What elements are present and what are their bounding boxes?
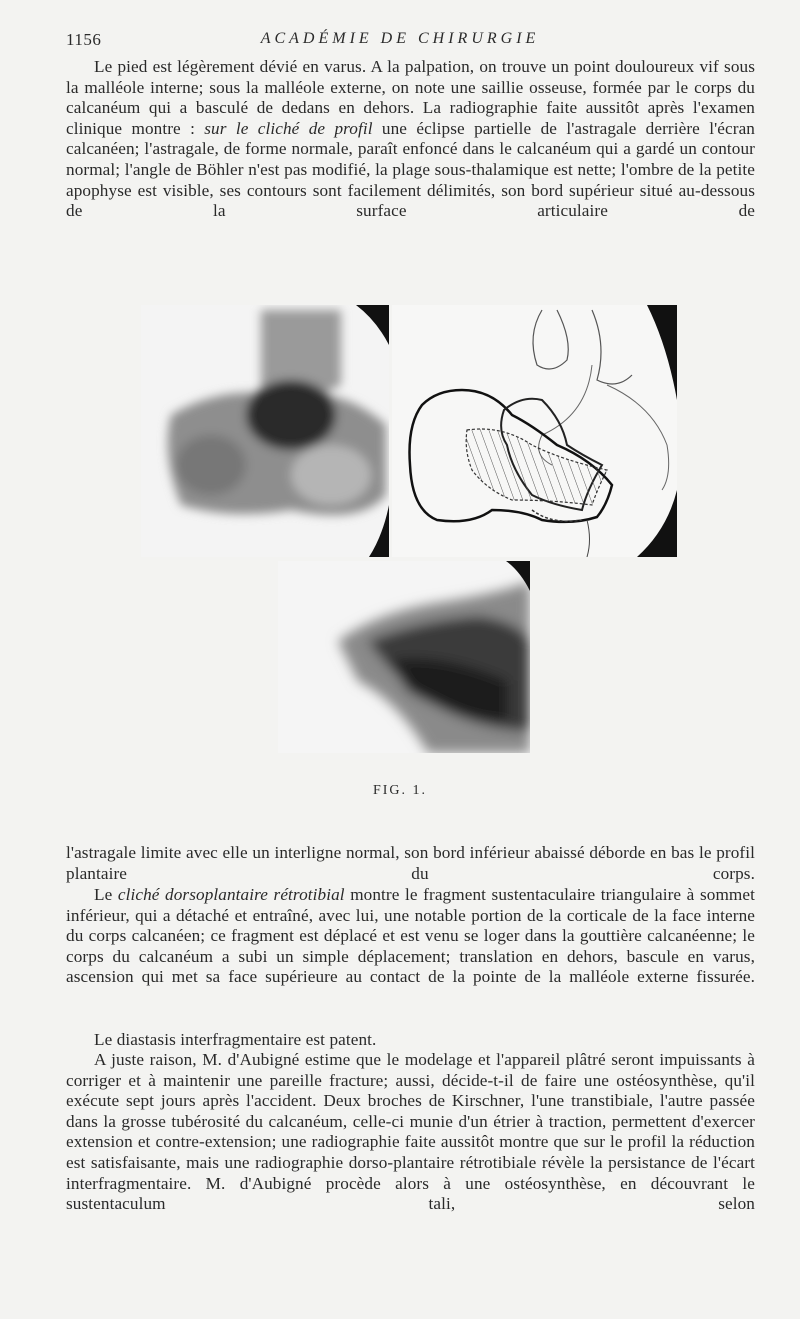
page-number: 1156 [66,30,102,49]
xray-dorsoplantar-image [278,561,530,753]
paragraph-1: Le pied est légèrement dévié en varus. A la palpation, on trouve un point douloureux vif sous la malléole interne; sous la malléole externe, on note une saillie osseuse, formée par le corps du calcanéum qui a basculé de dedans en dehors. La radiographie faite aussitôt après l'examen clinique montre : sur le cliché de profil une éclipse partielle de l'astragale derrière l'écran calcanéen; l'astragale, de forme normale, paraît enfoncé dans le calcanéum qui a gardé un contour normal; l'angle de Böhler n'est pas modifié, la plage sous-thalamique est nette; l'ombre de la petite apophyse est visible, ses contours sont facilement délimités, son bord supérieur situé au-dessous de la surface articulaire de [66,57,755,221]
paragraph-4: Le diastasis interfragmentaire est patent. [94,1030,377,1049]
paragraph-2: l'astragale limite avec elle un interligne normal, son bord inférieur abaissé déborde en bas le profil plantaire du corps. [66,843,755,883]
page-header [0,30,800,54]
italic-term: cliché dorsoplantaire rétrotibial [117,885,345,904]
paragraph-3: Le cliché dorsoplantaire rétrotibial montre le fragment sustentaculaire triangulaire à sommet inférieur, qui a détaché et entraîné, avec lui, une notable portion de la corticale de la face interne du corps calcanéen; ce fragment est déplacé et est venu se loger dans la gouttière calcanéenne; le corps du calcanéum a subi un simple déplacement; translation en dehors, bascule en varus, ascension qui met sa face supérieure au contact de la pointe de la malléole externe fissurée. [66,885,755,987]
running-title: ACADÉMIE DE CHIRURGIE [260,30,540,47]
paragraph-5: A juste raison, M. d'Aubigné estime que le modelage et l'appareil plâtré seront impuissants à corriger et à maintenir une pareille fracture; aussi, décide-t-il de faire une ostéosynthèse, qu'il exécute sept jours après l'accident. Deux broches de Kirschner, l'une transtibiale, l'autre passée dans la grosse tubérosité du calcanéum, celle-ci munie d'un étrier à traction, permettent d'exercer extension et contre-extension; une radiographie faite aussitôt montre que sur le profil la réduction est satisfaisante, mais une radiographie dorso-plantaire rétrotibiale révèle la persistance de l'écart interfragmentaire. M. d'Aubigné procède alors à une ostéosynthèse, en découvrant le sustentaculum tali, selon [66,1050,755,1214]
italic-term: sur le cliché de profil [204,118,373,138]
tracing-diagram-image [392,305,677,557]
xray-lateral-image [141,305,389,557]
figure-caption: FIG. 1. [372,783,428,798]
